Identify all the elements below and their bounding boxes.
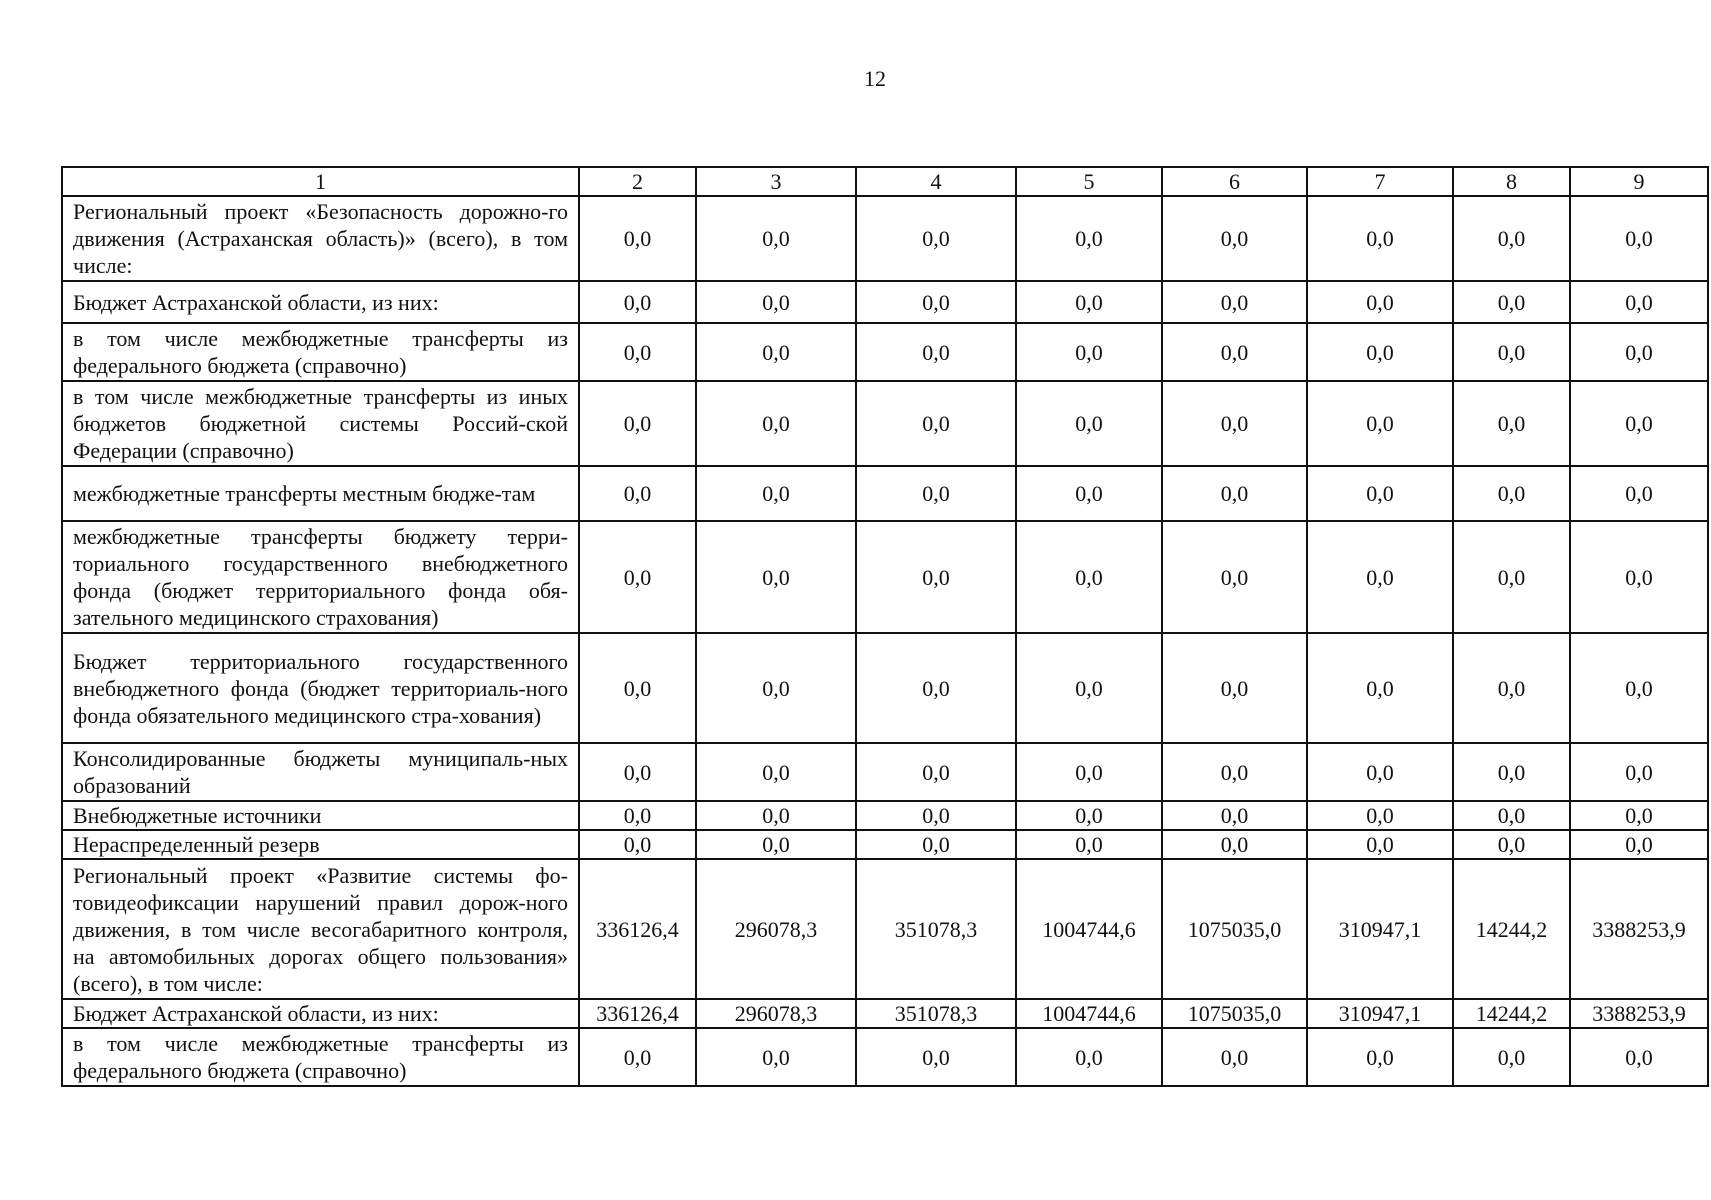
cell-value: 0,0 xyxy=(1453,281,1570,323)
cell-value: 0,0 xyxy=(1162,281,1307,323)
column-header: 7 xyxy=(1307,167,1453,196)
cell-value: 0,0 xyxy=(1162,521,1307,633)
cell-value: 0,0 xyxy=(1307,801,1453,830)
cell-value: 0,0 xyxy=(1016,521,1162,633)
cell-value: 1075035,0 xyxy=(1162,999,1307,1028)
cell-value: 0,0 xyxy=(696,830,856,859)
cell-value: 0,0 xyxy=(856,633,1016,743)
table-row xyxy=(62,1028,1708,1086)
cell-value: 0,0 xyxy=(856,466,1016,521)
page-number: 12 xyxy=(864,66,886,91)
column-header: 4 xyxy=(856,167,1016,196)
cell-value: 0,0 xyxy=(1570,743,1708,801)
cell-value: 0,0 xyxy=(579,381,696,466)
cell-value: 0,0 xyxy=(1570,801,1708,830)
cell-value: 0,0 xyxy=(1570,381,1708,466)
budget-table xyxy=(61,166,1709,1087)
table-row xyxy=(62,801,1708,830)
cell-value: 0,0 xyxy=(696,381,856,466)
cell-value: 0,0 xyxy=(1162,801,1307,830)
column-number-row xyxy=(62,167,1708,196)
row-label: в том числе межбюджетные трансферты из иных бюджетов бюджетной системы Россий-ской Федерации (справочно) xyxy=(62,381,579,466)
row-label: Региональный проект «Безопасность дорожно-го движения (Астраханская область)» (всего), в том числе: xyxy=(62,196,579,281)
cell-value: 0,0 xyxy=(696,1028,856,1086)
cell-value: 351078,3 xyxy=(856,859,1016,999)
cell-value: 0,0 xyxy=(1162,1028,1307,1086)
cell-value: 0,0 xyxy=(1570,1028,1708,1086)
cell-value: 0,0 xyxy=(1307,381,1453,466)
cell-value: 0,0 xyxy=(579,521,696,633)
cell-value: 0,0 xyxy=(1162,830,1307,859)
cell-value: 0,0 xyxy=(1570,830,1708,859)
cell-value: 0,0 xyxy=(1570,466,1708,521)
cell-value: 3388253,9 xyxy=(1570,859,1708,999)
cell-value: 0,0 xyxy=(579,1028,696,1086)
cell-value: 351078,3 xyxy=(856,999,1016,1028)
table-row xyxy=(62,999,1708,1028)
cell-value: 0,0 xyxy=(579,633,696,743)
cell-value: 0,0 xyxy=(856,521,1016,633)
row-label: в том числе межбюджетные трансферты из федерального бюджета (справочно) xyxy=(62,323,579,381)
cell-value: 0,0 xyxy=(579,801,696,830)
cell-value: 0,0 xyxy=(1307,323,1453,381)
cell-value: 0,0 xyxy=(1570,521,1708,633)
table-body xyxy=(62,196,1708,1086)
cell-value: 0,0 xyxy=(1453,743,1570,801)
cell-value: 0,0 xyxy=(856,281,1016,323)
cell-value: 0,0 xyxy=(1162,743,1307,801)
column-header: 8 xyxy=(1453,167,1570,196)
table-row xyxy=(62,859,1708,999)
table-row xyxy=(62,196,1708,281)
cell-value: 0,0 xyxy=(1016,801,1162,830)
column-header: 6 xyxy=(1162,167,1307,196)
table-row xyxy=(62,521,1708,633)
cell-value: 1004744,6 xyxy=(1016,859,1162,999)
cell-value: 0,0 xyxy=(1016,743,1162,801)
cell-value: 0,0 xyxy=(696,633,856,743)
row-label: Нераспределенный резерв xyxy=(62,830,579,859)
row-label: Бюджет Астраханской области, из них: xyxy=(62,999,579,1028)
cell-value: 0,0 xyxy=(1307,281,1453,323)
cell-value: 0,0 xyxy=(1162,323,1307,381)
cell-value: 14244,2 xyxy=(1453,999,1570,1028)
cell-value: 0,0 xyxy=(1307,743,1453,801)
cell-value: 0,0 xyxy=(1307,1028,1453,1086)
cell-value: 0,0 xyxy=(856,743,1016,801)
column-header: 3 xyxy=(696,167,856,196)
row-label: межбюджетные трансферты бюджету терри-ториального государственного внебюджетного фонда (бюджет территориального фонда обя-зательного медицинского страхования) xyxy=(62,521,579,633)
cell-value: 336126,4 xyxy=(579,859,696,999)
cell-value: 0,0 xyxy=(696,466,856,521)
cell-value: 0,0 xyxy=(856,381,1016,466)
cell-value: 0,0 xyxy=(1307,830,1453,859)
cell-value: 14244,2 xyxy=(1453,859,1570,999)
cell-value: 0,0 xyxy=(1016,281,1162,323)
table-row xyxy=(62,466,1708,521)
cell-value: 0,0 xyxy=(1016,633,1162,743)
cell-value: 0,0 xyxy=(696,521,856,633)
cell-value: 0,0 xyxy=(856,801,1016,830)
row-label: Бюджет территориального государственного внебюджетного фонда (бюджет территориаль-ного фонда обязательного медицинского стра-хования) xyxy=(62,633,579,743)
cell-value: 0,0 xyxy=(579,743,696,801)
column-header: 9 xyxy=(1570,167,1708,196)
cell-value: 0,0 xyxy=(1453,466,1570,521)
cell-value: 0,0 xyxy=(856,1028,1016,1086)
cell-value: 1075035,0 xyxy=(1162,859,1307,999)
cell-value: 336126,4 xyxy=(579,999,696,1028)
cell-value: 3388253,9 xyxy=(1570,999,1708,1028)
cell-value: 0,0 xyxy=(856,196,1016,281)
table-row xyxy=(62,281,1708,323)
cell-value: 0,0 xyxy=(1453,381,1570,466)
cell-value: 0,0 xyxy=(1453,196,1570,281)
cell-value: 0,0 xyxy=(1570,196,1708,281)
cell-value: 1004744,6 xyxy=(1016,999,1162,1028)
cell-value: 0,0 xyxy=(696,323,856,381)
cell-value: 0,0 xyxy=(579,323,696,381)
row-label: Региональный проект «Развитие системы фо-товидеофиксации нарушений правил дорож-ного движения, в том числе весогабаритного контроля, на автомобильных дорогах общего пользования» (всего), в том числе: xyxy=(62,859,579,999)
cell-value: 0,0 xyxy=(1162,633,1307,743)
cell-value: 0,0 xyxy=(1307,633,1453,743)
table-row xyxy=(62,743,1708,801)
cell-value: 0,0 xyxy=(1016,381,1162,466)
cell-value: 0,0 xyxy=(1162,196,1307,281)
cell-value: 0,0 xyxy=(1453,521,1570,633)
row-label: межбюджетные трансферты местным бюдже-там xyxy=(62,466,579,521)
cell-value: 0,0 xyxy=(579,466,696,521)
cell-value: 0,0 xyxy=(1570,633,1708,743)
cell-value: 0,0 xyxy=(1570,281,1708,323)
cell-value: 296078,3 xyxy=(696,999,856,1028)
row-label: Бюджет Астраханской области, из них: xyxy=(62,281,579,323)
cell-value: 0,0 xyxy=(696,801,856,830)
cell-value: 0,0 xyxy=(696,743,856,801)
cell-value: 0,0 xyxy=(856,830,1016,859)
cell-value: 0,0 xyxy=(1162,381,1307,466)
cell-value: 0,0 xyxy=(856,323,1016,381)
cell-value: 0,0 xyxy=(579,196,696,281)
cell-value: 0,0 xyxy=(1307,466,1453,521)
cell-value: 0,0 xyxy=(579,281,696,323)
column-header: 1 xyxy=(62,167,579,196)
cell-value: 310947,1 xyxy=(1307,999,1453,1028)
cell-value: 0,0 xyxy=(1016,466,1162,521)
cell-value: 0,0 xyxy=(1016,830,1162,859)
cell-value: 310947,1 xyxy=(1307,859,1453,999)
cell-value: 0,0 xyxy=(1453,830,1570,859)
table-row xyxy=(62,830,1708,859)
cell-value: 0,0 xyxy=(696,281,856,323)
row-label: в том числе межбюджетные трансферты из федерального бюджета (справочно) xyxy=(62,1028,579,1086)
row-label: Консолидированные бюджеты муниципаль-ных образований xyxy=(62,743,579,801)
cell-value: 0,0 xyxy=(1453,633,1570,743)
cell-value: 0,0 xyxy=(1016,323,1162,381)
table-row xyxy=(62,633,1708,743)
cell-value: 0,0 xyxy=(1016,1028,1162,1086)
cell-value: 0,0 xyxy=(1307,196,1453,281)
cell-value: 0,0 xyxy=(1453,1028,1570,1086)
column-header: 5 xyxy=(1016,167,1162,196)
cell-value: 0,0 xyxy=(1453,323,1570,381)
cell-value: 0,0 xyxy=(579,830,696,859)
cell-value: 0,0 xyxy=(1162,466,1307,521)
table-row xyxy=(62,323,1708,381)
cell-value: 0,0 xyxy=(1307,521,1453,633)
column-header: 2 xyxy=(579,167,696,196)
cell-value: 0,0 xyxy=(1570,323,1708,381)
cell-value: 0,0 xyxy=(1016,196,1162,281)
cell-value: 0,0 xyxy=(696,196,856,281)
cell-value: 0,0 xyxy=(1453,801,1570,830)
cell-value: 296078,3 xyxy=(696,859,856,999)
row-label: Внебюджетные источники xyxy=(62,801,579,830)
table-row xyxy=(62,381,1708,466)
